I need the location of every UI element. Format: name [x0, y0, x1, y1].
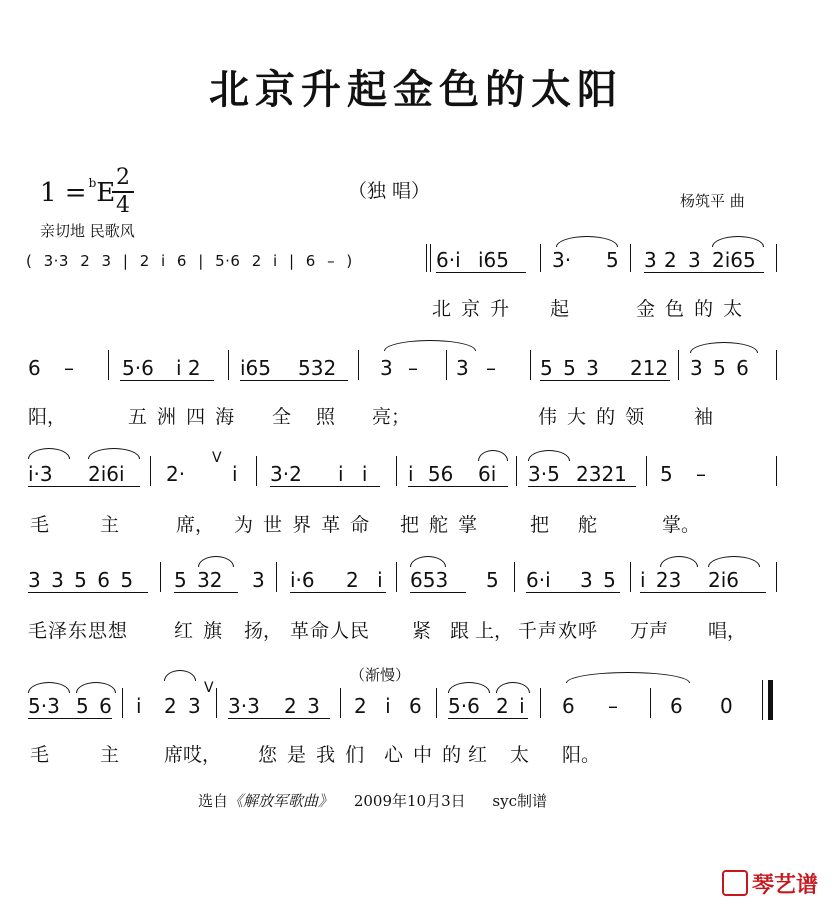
measure-note: 6 — [562, 694, 575, 718]
measure-note: i — [232, 462, 238, 486]
measure-note: 5 32 — [174, 568, 223, 592]
tie-arc — [384, 340, 476, 351]
barline — [776, 456, 777, 486]
measure-note: 2i6 — [708, 568, 740, 592]
final-barline-thick — [768, 680, 773, 720]
fermata-arc — [164, 670, 196, 681]
tie-arc — [528, 450, 570, 461]
barline — [776, 244, 777, 272]
measure-note: 3 5 6 — [690, 356, 749, 380]
measure-note: 5 — [606, 248, 619, 272]
lyric: 北 京 升 — [432, 298, 512, 320]
measure-note: i i — [338, 462, 368, 486]
tempo-change-mark: （渐慢） — [350, 666, 411, 684]
beam-line — [436, 272, 526, 273]
tie-arc — [28, 448, 70, 459]
beam-line — [240, 380, 348, 381]
measure-note: i 23 — [640, 568, 682, 592]
lyric: 把 — [530, 514, 550, 536]
measure-note: – — [608, 694, 618, 718]
measure-note: 3 — [188, 694, 201, 718]
lyric: 为 世 界 革 命 — [234, 514, 372, 536]
measure-note: 3 — [252, 568, 265, 592]
barline — [340, 688, 341, 718]
lyric: 主 — [100, 744, 120, 766]
lyric: 掌。 — [662, 514, 701, 536]
performance-mark: （独 唱） — [348, 180, 431, 202]
measure-note: 2 i 6 — [354, 694, 422, 718]
measure-note: – — [64, 356, 74, 380]
measure-note: 2 — [664, 248, 677, 272]
lyric: 红 旗 — [174, 620, 225, 642]
measure-note: 3 3 5 6 5 — [28, 568, 134, 592]
barline — [396, 562, 397, 592]
lyric: 阳， — [28, 406, 67, 428]
measure-note: 2321 — [576, 462, 627, 486]
measure-note: 2 i — [346, 568, 383, 592]
beam-line — [174, 592, 238, 593]
barline — [228, 350, 229, 380]
measure-note: 2i65 — [712, 248, 756, 272]
measure-note: i·3 — [28, 462, 53, 486]
measure-note: 2 3 — [284, 694, 320, 718]
beam-line — [28, 486, 140, 487]
measure-note: 5 6 — [76, 694, 112, 718]
transcriber: syc制谱 — [492, 792, 547, 810]
lyric: 千声欢呼 — [518, 620, 599, 642]
intro-line: ( 3·3 2 3 | 2 i 6 | 5·6 2 i | 6 – ) — [26, 252, 353, 270]
beam-line — [448, 718, 528, 719]
measure-note: 2 i — [496, 694, 525, 718]
tie-arc — [660, 556, 698, 567]
lyric: 席， — [176, 514, 215, 536]
lyric: 革命人民 — [290, 620, 371, 642]
lyric: 舵 — [578, 514, 598, 536]
key-note: E — [96, 178, 116, 208]
tie-arc — [88, 448, 140, 459]
measure-note: 5·6 — [448, 694, 480, 718]
tie-arc — [410, 556, 446, 567]
time-bottom: 4 — [116, 193, 130, 218]
lyric: 您 是 我 们 — [258, 744, 367, 766]
lyric: 阳。 — [562, 744, 601, 766]
measure-note: i 56 — [408, 462, 454, 486]
measure-note: 6i — [478, 462, 497, 486]
barline — [776, 350, 777, 380]
tie-arc — [28, 682, 70, 693]
time-top: 2 — [116, 165, 130, 190]
lyric: 五 洲 四 海 — [128, 406, 237, 428]
measure-note: 3· — [552, 248, 572, 272]
beam-line — [28, 718, 112, 719]
composer: 杨筑平 曲 — [680, 192, 745, 210]
time-signature — [112, 166, 134, 218]
key-signature — [40, 176, 115, 208]
breath-mark: V — [212, 450, 222, 466]
source-title: 《解放军歌曲》 — [228, 792, 334, 810]
measure-note: 5 5 3 — [540, 356, 599, 380]
key-prefix: 1 = — [40, 178, 87, 208]
measure-note: 5·3 — [28, 694, 60, 718]
barline — [358, 350, 359, 380]
barline — [122, 688, 123, 718]
tie-arc — [566, 672, 690, 683]
measure-note: 653 — [410, 568, 449, 592]
measure-note: 6 — [670, 694, 683, 718]
barline — [516, 456, 517, 486]
barline — [396, 456, 397, 486]
watermark-text: 琴艺谱 — [751, 873, 818, 898]
barline — [108, 350, 109, 380]
tie-arc — [448, 682, 490, 693]
lyric: 把 舵 掌 — [400, 514, 480, 536]
lyric: 亮； — [372, 406, 411, 428]
tie-arc — [712, 236, 764, 247]
lyric: 袖 — [694, 406, 714, 428]
measure-note: i65 — [478, 248, 510, 272]
source-prefix: 选自 — [198, 792, 229, 810]
lyric: 红 — [468, 744, 488, 766]
measure-note: 3·5 — [528, 462, 560, 486]
measure-note: 3 — [380, 356, 393, 380]
measure-note: – — [408, 356, 418, 380]
lyric: 太 — [510, 744, 530, 766]
measure-note: 3 — [644, 248, 657, 272]
barline — [514, 562, 515, 592]
barline — [678, 350, 679, 380]
beam-line — [120, 380, 214, 381]
lyric: 万声 — [630, 620, 669, 642]
beam-line — [528, 486, 636, 487]
barline — [540, 688, 541, 718]
tie-arc — [478, 450, 508, 461]
barline — [276, 562, 277, 592]
measure-note: i 2 — [176, 356, 201, 380]
beam-line — [540, 380, 670, 381]
lyric: 毛 — [30, 744, 50, 766]
measure-note: 6·i — [436, 248, 461, 272]
beam-line — [290, 592, 386, 593]
barline — [256, 456, 257, 486]
beam-line — [408, 486, 508, 487]
beam-line — [526, 592, 620, 593]
beam-line — [270, 486, 380, 487]
measure-note: i — [136, 694, 142, 718]
beam-line — [644, 272, 764, 273]
lyric: 主 — [100, 514, 120, 536]
barline — [436, 688, 437, 718]
beam-line — [410, 592, 466, 593]
beam-line — [640, 592, 766, 593]
lyric: 紧 — [412, 620, 432, 642]
watermark-logo — [722, 868, 818, 899]
lyric: 金 色 的 太 — [636, 298, 745, 320]
measure-note: – — [696, 462, 706, 486]
measure-note: 6 — [28, 356, 41, 380]
measure-note: 3·2 — [270, 462, 302, 486]
barline — [216, 688, 217, 718]
measure-note: – — [486, 356, 496, 380]
barline — [630, 244, 631, 272]
tempo-mark: 亲切地 民歌风 — [40, 222, 135, 240]
barline — [776, 562, 777, 592]
barline — [530, 350, 531, 380]
logo-icon — [722, 870, 748, 896]
tie-arc — [198, 556, 234, 567]
tie-arc — [556, 236, 618, 247]
lyric: 扬， — [244, 620, 283, 642]
measure-note: 5 — [660, 462, 673, 486]
barline — [430, 244, 431, 272]
tie-arc — [690, 342, 758, 353]
barline — [150, 456, 151, 486]
lyric: 唱， — [708, 620, 747, 642]
measure-note: i65 — [240, 356, 272, 380]
measure-note: 3·3 — [228, 694, 260, 718]
lyric: 跟 上， — [450, 620, 514, 642]
measure-note: i·6 — [290, 568, 315, 592]
page-title: 北京升起金色的太阳 — [209, 66, 623, 113]
measure-note: 212 — [630, 356, 669, 380]
lyric: 心 中 的 — [384, 744, 464, 766]
measure-note: 2· — [166, 462, 186, 486]
flat-sign: b — [88, 176, 97, 190]
measure-note: 2i6i — [88, 462, 125, 486]
footer-credit — [198, 790, 547, 811]
barline — [630, 562, 631, 592]
date: 2009年10月3日 — [353, 792, 466, 810]
measure-note: 3 — [688, 248, 701, 272]
lyric: 全 — [272, 406, 292, 428]
barline — [540, 244, 541, 272]
tie-arc — [76, 682, 116, 693]
lyric: 毛 — [30, 514, 50, 536]
barline — [426, 244, 427, 272]
barline — [446, 350, 447, 380]
lyric: 照 — [316, 406, 336, 428]
measure-note: 5·6 — [122, 356, 154, 380]
lyric: 伟 大 的 领 — [538, 406, 647, 428]
tie-arc — [708, 556, 760, 567]
barline — [650, 688, 651, 718]
measure-note: 3 5 — [580, 568, 616, 592]
measure-note: 5 — [486, 568, 499, 592]
measure-note: 2 — [164, 694, 177, 718]
beam-line — [228, 718, 330, 719]
measure-note: 6·i — [526, 568, 551, 592]
final-barline-thin — [762, 680, 763, 720]
lyric: 毛泽东思想 — [28, 620, 129, 642]
measure-note: 0 — [720, 694, 733, 718]
tie-arc — [496, 682, 530, 693]
barline — [646, 456, 647, 486]
lyric: 起 — [550, 298, 570, 320]
measure-note: 532 — [298, 356, 337, 380]
measure-note: 3 — [456, 356, 469, 380]
lyric: 席哎， — [164, 744, 222, 766]
breath-mark: V — [204, 680, 214, 696]
beam-line — [28, 592, 148, 593]
barline — [160, 562, 161, 592]
